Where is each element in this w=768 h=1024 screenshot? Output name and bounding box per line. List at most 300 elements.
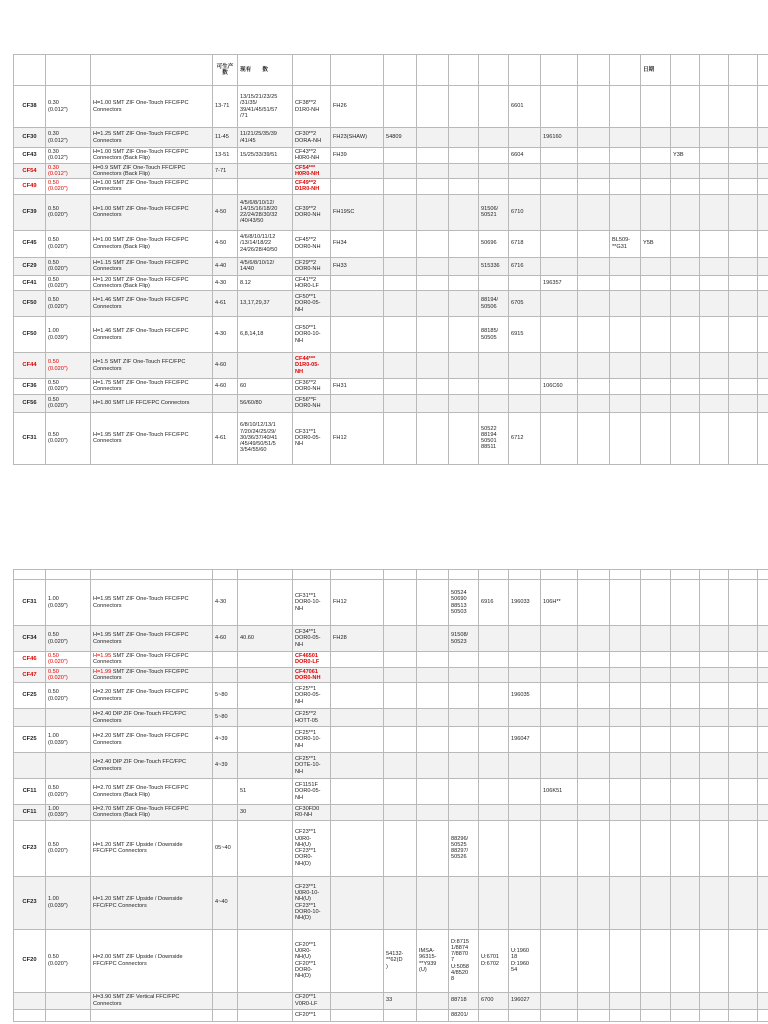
order-code: CF20**1 U0R0- NH(U) CF20**1 DOR0- NH(D) — [293, 929, 331, 992]
pin-range: 4-60 — [213, 626, 238, 652]
cross-reference — [541, 163, 578, 179]
cross-reference — [331, 1009, 384, 1021]
pin-range: 4-30 — [213, 580, 238, 626]
cross-reference — [331, 992, 384, 1009]
cross-reference — [641, 353, 671, 379]
cross-reference — [417, 179, 449, 195]
cross-reference — [417, 580, 449, 626]
pitch: 0.50 (0.020") — [46, 412, 91, 464]
table-row — [14, 412, 768, 464]
cross-reference — [449, 163, 479, 179]
cross-reference — [641, 163, 671, 179]
header-cell — [610, 55, 641, 86]
cross-reference: Y3B — [671, 148, 700, 164]
empty-cell — [700, 570, 729, 580]
header-cell — [541, 55, 578, 86]
cross-reference — [700, 1009, 729, 1021]
cross-reference: 6916 — [479, 580, 509, 626]
cross-reference — [541, 727, 578, 753]
cross-reference — [384, 683, 417, 709]
cross-reference — [331, 163, 384, 179]
pin-range — [213, 394, 238, 412]
cross-reference — [700, 291, 729, 317]
cross-reference — [541, 652, 578, 668]
table-row — [14, 805, 768, 821]
order-code: CF25**2 HOTT-05 — [293, 709, 331, 727]
cross-reference — [331, 317, 384, 353]
cross-reference — [417, 876, 449, 929]
cross-reference — [578, 876, 610, 929]
part-number: CF39 — [14, 194, 46, 230]
empty-cell — [46, 570, 91, 580]
pitch: 0.50 (0.020") — [46, 667, 91, 683]
empty-cell — [671, 570, 700, 580]
cross-reference — [729, 317, 758, 353]
part-number: CF30 — [14, 128, 46, 148]
pitch — [46, 709, 91, 727]
cross-reference — [578, 379, 610, 395]
description: H=1.46 SMT ZIF One-Touch FFC/FPC Connectors — [91, 291, 213, 317]
cross-reference — [671, 580, 700, 626]
cross-reference: FH34 — [331, 230, 384, 257]
available-pins — [238, 652, 293, 668]
cross-reference — [479, 727, 509, 753]
cross-reference — [729, 779, 758, 805]
description: H=1.20 SMT ZIF One-Touch FFC/FPC Connectors (Back Flip) — [91, 275, 213, 291]
cross-reference — [641, 317, 671, 353]
pitch: 0.50 (0.020") — [46, 379, 91, 395]
part-number — [14, 753, 46, 779]
pin-range: 4-60 — [213, 379, 238, 395]
cross-reference — [729, 128, 758, 148]
cross-reference — [610, 86, 641, 128]
cross-reference — [417, 394, 449, 412]
pin-range: 11-45 — [213, 128, 238, 148]
cross-reference — [578, 317, 610, 353]
cross-reference — [671, 317, 700, 353]
cross-reference — [578, 257, 610, 275]
table-row — [14, 128, 768, 148]
table-row — [14, 683, 768, 709]
cross-reference: 515336 — [479, 257, 509, 275]
cross-reference — [417, 317, 449, 353]
cross-reference — [610, 820, 641, 876]
description: H=1.80 SMT LIF FFC/FPC Connectors — [91, 394, 213, 412]
cross-reference: 88185/ 50505 — [479, 317, 509, 353]
cross-reference — [700, 194, 729, 230]
part-number: CF41 — [14, 275, 46, 291]
cross-reference — [417, 291, 449, 317]
cross-reference — [758, 291, 768, 317]
order-code: CF44*** D1R0-05- NH — [293, 353, 331, 379]
cross-reference — [671, 709, 700, 727]
cross-reference — [729, 727, 758, 753]
order-code: CF20**1 V0R0-LF — [293, 992, 331, 1009]
cross-reference: 88194/ 50506 — [479, 291, 509, 317]
cross-reference — [331, 820, 384, 876]
cross-reference — [729, 86, 758, 128]
cross-reference — [700, 652, 729, 668]
available-pins: 51 — [238, 779, 293, 805]
empty-cell — [384, 570, 417, 580]
cross-reference — [610, 291, 641, 317]
cross-reference — [578, 353, 610, 379]
cross-reference — [610, 683, 641, 709]
pitch: 0.50 (0.020") — [46, 652, 91, 668]
cross-reference — [449, 876, 479, 929]
order-code: CF34**1 DOR0-05- NH — [293, 626, 331, 652]
cross-reference — [729, 394, 758, 412]
cross-reference — [578, 929, 610, 992]
description: H=1.95 SMT ZIF One-Touch FFC/FPC Connectors — [91, 652, 213, 668]
pin-range — [213, 652, 238, 668]
cross-reference — [578, 86, 610, 128]
cross-reference — [509, 667, 541, 683]
cross-reference: 91506/ 50521 — [479, 194, 509, 230]
cross-reference — [578, 179, 610, 195]
cross-reference — [700, 876, 729, 929]
description: H=1.95 SMT ZIF One-Touch FFC/FPC Connectors — [91, 412, 213, 464]
cross-reference — [610, 163, 641, 179]
available-pins — [238, 580, 293, 626]
cross-reference — [449, 805, 479, 821]
cross-reference: FH19SC — [331, 194, 384, 230]
cross-reference: 6700 — [479, 992, 509, 1009]
description: H=1.95 SMT ZIF One-Touch FFC/FPC Connectors — [91, 580, 213, 626]
cross-reference — [509, 128, 541, 148]
table-row — [14, 929, 768, 992]
pitch: 0.50 (0.020") — [46, 394, 91, 412]
cross-reference — [449, 412, 479, 464]
cross-reference — [671, 379, 700, 395]
cross-reference — [479, 805, 509, 821]
cross-reference — [641, 194, 671, 230]
cross-reference: 106C60 — [541, 379, 578, 395]
available-pins: 56/60/80 — [238, 394, 293, 412]
order-code: CF43**2 H0R0-NH — [293, 148, 331, 164]
cross-reference: U:1960 18 D:1960 54 — [509, 929, 541, 992]
cross-reference — [541, 179, 578, 195]
cross-reference — [641, 805, 671, 821]
cross-reference — [384, 257, 417, 275]
table-row — [14, 179, 768, 195]
order-code: CF29**2 DOR0-NH — [293, 257, 331, 275]
cross-reference — [578, 779, 610, 805]
description: H=1.5 SMT ZIF One-Touch FFC/FPC Connectors — [91, 353, 213, 379]
cross-reference — [758, 876, 768, 929]
header-cell — [384, 55, 417, 86]
cross-reference — [578, 683, 610, 709]
cross-reference — [384, 275, 417, 291]
cross-reference — [641, 379, 671, 395]
cross-reference — [610, 1009, 641, 1021]
cross-reference — [384, 709, 417, 727]
cross-reference — [700, 394, 729, 412]
cross-reference — [700, 727, 729, 753]
pin-range — [213, 992, 238, 1009]
cross-reference — [729, 291, 758, 317]
cross-reference — [700, 820, 729, 876]
cross-reference: 6718 — [509, 230, 541, 257]
cross-reference — [641, 820, 671, 876]
cross-reference — [331, 275, 384, 291]
header-cell — [14, 55, 46, 86]
description: H=1.00 SMT ZIF One-Touch FFC/FPC Connectors — [91, 179, 213, 195]
empty-cell — [213, 570, 238, 580]
pitch: 0.50 (0.020") — [46, 626, 91, 652]
cross-reference — [417, 820, 449, 876]
cross-reference — [331, 394, 384, 412]
cross-reference — [671, 727, 700, 753]
available-pins: 8.12 — [238, 275, 293, 291]
description: H=1.20 SMT ZIF Upside / Downside FFC/FPC Connectors — [91, 876, 213, 929]
cross-reference — [641, 929, 671, 992]
empty-cell — [541, 570, 578, 580]
pitch — [46, 992, 91, 1009]
available-pins: 4/6/8/10/11/12 /13/14/18/22 24/26/28/40/50 — [238, 230, 293, 257]
cross-reference: 88718 — [449, 992, 479, 1009]
available-pins — [238, 1009, 293, 1021]
cross-reference — [449, 394, 479, 412]
part-number: CF46 — [14, 652, 46, 668]
cross-reference — [671, 128, 700, 148]
cross-reference — [641, 580, 671, 626]
header-cell — [417, 55, 449, 86]
order-code: CF1151F DOR0-05- NH — [293, 779, 331, 805]
pin-range — [213, 179, 238, 195]
pin-range: 4-30 — [213, 275, 238, 291]
cross-reference — [541, 86, 578, 128]
pitch: 0.30 (0.012") — [46, 148, 91, 164]
description: H=1.25 SMT ZIF One-Touch FFC/FPC Connectors — [91, 128, 213, 148]
cross-reference — [417, 992, 449, 1009]
cross-reference — [610, 709, 641, 727]
cross-reference — [509, 805, 541, 821]
cross-reference — [331, 876, 384, 929]
order-code: CF23**1 U0R0-10- NH(U) CF23**1 DOR0-10- NH(D) — [293, 876, 331, 929]
table-row — [14, 394, 768, 412]
available-pins — [238, 683, 293, 709]
cross-reference — [578, 394, 610, 412]
cross-reference — [758, 683, 768, 709]
cross-reference — [610, 412, 641, 464]
cross-reference — [417, 753, 449, 779]
cross-reference: 88296/ 50525 88297/ 50526 — [449, 820, 479, 876]
cross-reference — [641, 291, 671, 317]
cross-reference — [758, 257, 768, 275]
cross-reference — [610, 652, 641, 668]
pin-range: 13-71 — [213, 86, 238, 128]
cross-reference: BL509- **G31 — [610, 230, 641, 257]
empty-cell — [14, 570, 46, 580]
cross-reference — [541, 667, 578, 683]
cross-reference — [641, 667, 671, 683]
cross-reference: IMSA- 96315- **Y939 (U) — [417, 929, 449, 992]
order-code: CF30FD0 R0-NH — [293, 805, 331, 821]
part-number: CF29 — [14, 257, 46, 275]
available-pins: 30 — [238, 805, 293, 821]
cross-reference — [758, 929, 768, 992]
cross-reference — [417, 86, 449, 128]
cross-reference: 196047 — [509, 727, 541, 753]
description: H=1.99 SMT ZIF One-Touch FFC/FPC Connectors — [91, 667, 213, 683]
order-code: CF31**1 DOR0-10- NH — [293, 580, 331, 626]
cross-reference — [700, 779, 729, 805]
cross-reference — [729, 194, 758, 230]
cross-reference — [417, 1009, 449, 1021]
cross-reference: 88201/ — [449, 1009, 479, 1021]
cross-reference — [331, 753, 384, 779]
cross-reference — [729, 230, 758, 257]
cross-reference — [758, 412, 768, 464]
cross-reference: FH28 — [331, 626, 384, 652]
cross-reference: 6710 — [509, 194, 541, 230]
pin-range — [213, 805, 238, 821]
part-number: CF11 — [14, 805, 46, 821]
cross-reference — [578, 820, 610, 876]
cross-reference — [417, 257, 449, 275]
cross-reference — [729, 805, 758, 821]
cross-reference — [700, 929, 729, 992]
cross-reference: 33 — [384, 992, 417, 1009]
part-number: CF36 — [14, 379, 46, 395]
pin-range: 4-61 — [213, 412, 238, 464]
cross-reference — [729, 257, 758, 275]
part-number: CF31 — [14, 412, 46, 464]
cross-reference: D:8715 1/8874 7/8870 7 U:5058 4/8520 8 — [449, 929, 479, 992]
cross-reference — [578, 412, 610, 464]
header-cell — [449, 55, 479, 86]
available-pins — [238, 709, 293, 727]
blank-row — [14, 570, 768, 580]
cross-reference — [384, 580, 417, 626]
cross-reference — [758, 652, 768, 668]
cross-reference — [384, 820, 417, 876]
cross-reference — [331, 929, 384, 992]
cross-reference — [641, 1009, 671, 1021]
cross-reference — [541, 148, 578, 164]
cross-reference — [331, 179, 384, 195]
table-row — [14, 876, 768, 929]
cross-reference — [610, 753, 641, 779]
table-row — [14, 626, 768, 652]
cross-reference — [671, 353, 700, 379]
cross-reference — [541, 394, 578, 412]
empty-cell — [641, 570, 671, 580]
pin-range: 5~80 — [213, 709, 238, 727]
cross-reference — [541, 257, 578, 275]
cross-reference — [417, 779, 449, 805]
cross-reference — [729, 275, 758, 291]
header-cell: 现有 数 — [238, 55, 293, 86]
cross-reference — [417, 194, 449, 230]
cross-reference — [479, 667, 509, 683]
cross-reference — [384, 626, 417, 652]
cross-reference — [641, 128, 671, 148]
table-row — [14, 194, 768, 230]
cross-reference — [610, 317, 641, 353]
order-code: CF31**1 DOR0-05- NH — [293, 412, 331, 464]
cross-reference — [700, 148, 729, 164]
cross-reference — [449, 379, 479, 395]
cross-reference — [700, 257, 729, 275]
cross-reference — [479, 163, 509, 179]
cross-reference — [541, 929, 578, 992]
part-number: CF11 — [14, 779, 46, 805]
part-number: CF50 — [14, 317, 46, 353]
cross-reference — [610, 667, 641, 683]
cross-reference: 54809 — [384, 128, 417, 148]
cross-reference — [700, 992, 729, 1009]
cross-reference — [509, 275, 541, 291]
cross-reference — [758, 727, 768, 753]
cross-reference — [700, 667, 729, 683]
order-code: CF56**F DOR0-NH — [293, 394, 331, 412]
cross-reference — [641, 753, 671, 779]
pitch: 1.00 (0.039") — [46, 805, 91, 821]
order-code: CF46501 DOR0-LF — [293, 652, 331, 668]
order-code: CF54*** H0R0-NH — [293, 163, 331, 179]
empty-cell — [91, 570, 213, 580]
order-code: CF25**1 DOTE-10- NH — [293, 753, 331, 779]
cross-reference — [331, 727, 384, 753]
available-pins: 11/21/25/35/39 /41/45 — [238, 128, 293, 148]
cross-reference — [384, 1009, 417, 1021]
cross-reference: 91508/ 50523 — [449, 626, 479, 652]
available-pins: 15/25/33/39/51 — [238, 148, 293, 164]
header-cell — [46, 55, 91, 86]
part-number — [14, 1009, 46, 1021]
cross-reference — [449, 179, 479, 195]
empty-cell — [238, 570, 293, 580]
cross-reference — [758, 580, 768, 626]
table-row — [14, 709, 768, 727]
cross-reference — [729, 379, 758, 395]
cross-reference — [700, 230, 729, 257]
description: H=2.70 SMT ZIF One-Touch FFC/FPC Connectors (Back Flip) — [91, 805, 213, 821]
cross-reference — [479, 275, 509, 291]
cross-reference — [641, 652, 671, 668]
part-number: CF43 — [14, 148, 46, 164]
header-row — [14, 55, 768, 86]
cross-reference — [479, 683, 509, 709]
available-pins — [238, 753, 293, 779]
part-number: CF23 — [14, 876, 46, 929]
cross-reference — [758, 709, 768, 727]
table-row — [14, 753, 768, 779]
cross-reference — [610, 876, 641, 929]
pin-range: 4~39 — [213, 753, 238, 779]
cross-reference — [671, 876, 700, 929]
cross-reference — [729, 753, 758, 779]
available-pins — [238, 727, 293, 753]
cross-reference — [758, 992, 768, 1009]
cross-reference — [671, 805, 700, 821]
cross-reference — [331, 805, 384, 821]
empty-cell — [479, 570, 509, 580]
cross-reference — [578, 580, 610, 626]
cross-reference — [641, 779, 671, 805]
cross-reference — [671, 992, 700, 1009]
cross-reference — [384, 876, 417, 929]
cross-reference: 196033 — [509, 580, 541, 626]
cross-reference — [384, 353, 417, 379]
description: H=0.9 SMT ZIF One-Touch FFC/FPC Connectors (Back Flip) — [91, 163, 213, 179]
cross-reference — [610, 929, 641, 992]
cross-reference: FH23(SHAW) — [331, 128, 384, 148]
cross-reference — [578, 626, 610, 652]
cross-reference — [479, 709, 509, 727]
